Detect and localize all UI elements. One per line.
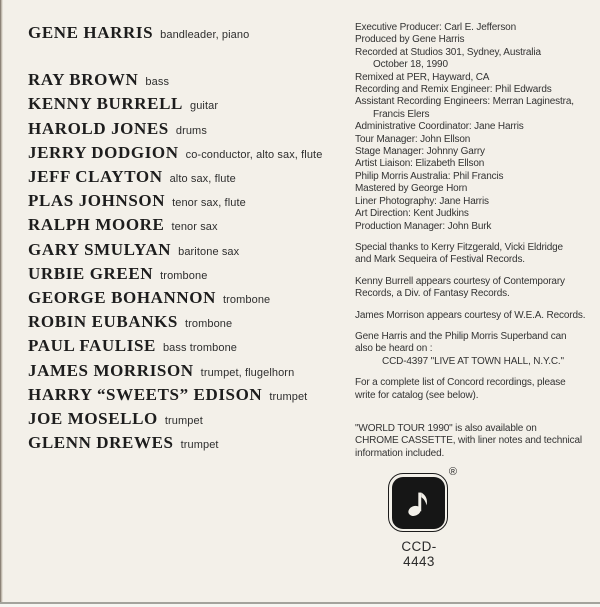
musician-row <box>28 142 350 166</box>
musician-name: RALPH MOORE <box>28 215 165 235</box>
scan-edge-left <box>0 0 3 607</box>
note-paragraph <box>355 377 599 402</box>
musician-name: HARRY “SWEETS” EDISON <box>28 384 263 404</box>
credit-line: October 18, 1990 <box>373 59 448 71</box>
note-paragraph <box>355 242 599 267</box>
note-paragraph <box>355 310 599 322</box>
musician-role: bass <box>145 76 170 89</box>
note-line: and Mark Sequeira of Festival Records. <box>355 254 525 266</box>
eighth-note-icon <box>399 484 437 522</box>
credit-line: Tour Manager: John Ellson <box>355 133 471 145</box>
musician-role: tenor sax, flute <box>172 197 246 210</box>
note-line: Records, a Div. of Fantasy Records. <box>355 288 510 300</box>
musician-role: bass trombone <box>162 342 238 355</box>
concord-logo-outline <box>388 473 448 532</box>
credit-line: Art Direction: Kent Judkins <box>355 208 469 220</box>
record-label-block <box>388 466 478 570</box>
musician-row <box>28 118 350 142</box>
note-line: information included. <box>355 447 445 459</box>
musician-row <box>28 432 350 456</box>
musician-name: GENE HARRIS <box>28 23 154 42</box>
note-line: Gene Harris and the Philip Morris Superband can <box>355 330 567 342</box>
note-line: Special thanks to Kerry Fitzgerald, Vicki Eldridge <box>355 241 563 253</box>
credits-column <box>355 22 599 569</box>
musician-row <box>28 214 350 238</box>
musician-role: trumpet, flugelhorn <box>200 366 295 379</box>
credit-line: Recorded at Studios 301, Sydney, Australia <box>355 46 541 58</box>
notes-section <box>355 242 599 460</box>
musician-row <box>28 311 350 335</box>
musician-row <box>28 69 350 93</box>
note-line: "WORLD TOUR 1990" is also available on <box>355 422 537 434</box>
musician-name: JOE MOSELLO <box>28 409 158 429</box>
musician-role: drums <box>175 124 207 137</box>
musician-role: baritone sax <box>178 245 240 258</box>
musician-row <box>28 360 350 384</box>
credit-line: Stage Manager: Johnny Garry <box>355 146 485 158</box>
credit-line: Mastered by George Horn <box>355 183 468 195</box>
note-line: James Morrison appears courtesy of W.E.A. Records. <box>355 309 586 321</box>
personnel-list <box>28 22 350 456</box>
musician-name: GLENN DREWES <box>28 433 174 453</box>
musician-role: trumpet <box>180 439 219 452</box>
musician-role: trumpet <box>164 415 203 428</box>
catalog-number: CCD-4443 <box>401 539 437 570</box>
musician-row <box>28 384 350 408</box>
credit-line: Liner Photography: Jane Harris <box>355 195 489 207</box>
musician-role: alto sax, flute <box>169 173 236 186</box>
credit-line: Francis Elers <box>373 108 430 120</box>
registered-trademark: ® <box>448 466 457 479</box>
musician-role: trumpet <box>269 390 308 403</box>
musician-row <box>28 335 350 359</box>
credit-line: Philip Morris Australia: Phil Francis <box>355 170 504 182</box>
note-line: CHROME CASSETTE, with liner notes and technical <box>355 435 582 447</box>
note-paragraph <box>355 276 599 301</box>
musician-name: RAY BROWN <box>28 70 139 90</box>
concord-logo <box>392 477 445 529</box>
musician-row <box>28 22 350 46</box>
musician-name: JEFF CLAYTON <box>28 167 163 187</box>
musician-row <box>28 190 350 214</box>
musician-name: PAUL FAULISE <box>28 336 156 356</box>
credit-line: Artist Liaison: Elizabeth Ellson <box>355 158 485 170</box>
musician-name: GARY SMULYAN <box>28 239 172 259</box>
note-paragraph <box>355 423 599 460</box>
musician-name: PLAS JOHNSON <box>28 191 166 211</box>
note-line: write for catalog (see below). <box>355 389 479 401</box>
production-credits <box>355 22 599 233</box>
credit-line: Produced by Gene Harris <box>355 34 465 46</box>
musician-name: GEORGE BOHANNON <box>28 288 216 308</box>
note-line: Kenny Burrell appears courtesy of Contemporary <box>355 275 565 287</box>
credit-line: Remixed at PER, Hayward, CA <box>355 71 490 83</box>
musician-row <box>28 408 350 432</box>
musician-row <box>28 287 350 311</box>
note-line: also be heard on : <box>355 343 433 355</box>
musician-name: HAROLD JONES <box>28 118 169 138</box>
musician-name: JERRY DODGION <box>28 142 179 162</box>
musician-role: trombone <box>160 269 208 282</box>
musician-name: URBIE GREEN <box>28 263 154 283</box>
musician-role: trombone <box>184 318 233 331</box>
musician-row <box>28 263 350 287</box>
musician-row <box>28 239 350 263</box>
credit-line: Recording and Remix Engineer: Phil Edwards <box>355 84 552 96</box>
musician-role: trombone <box>223 294 271 307</box>
musician-role: bandleader, piano <box>160 29 250 41</box>
concord-logo-row <box>388 466 457 532</box>
musician-role: guitar <box>190 100 219 113</box>
credit-line: Administrative Coordinator: Jane Harris <box>355 121 524 133</box>
musician-name: JAMES MORRISON <box>28 360 194 380</box>
musician-row <box>28 166 350 190</box>
musician-name: KENNY BURRELL <box>28 94 183 114</box>
note-paragraph <box>355 331 599 368</box>
credit-line: Production Manager: John Burk <box>355 220 492 232</box>
musician-role: co-conductor, alto sax, flute <box>185 148 323 161</box>
note-line: For a complete list of Concord recordings, please <box>355 377 566 389</box>
note-line: CCD-4397 "LIVE AT TOWN HALL, N.Y.C." <box>382 355 564 367</box>
musician-name: ROBIN EUBANKS <box>28 312 178 332</box>
musician-role: tenor sax <box>171 221 218 234</box>
credit-line: Executive Producer: Carl E. Jefferson <box>355 22 517 33</box>
musician-row <box>28 93 350 117</box>
credit-line: Assistant Recording Engineers: Merran Laginestra, <box>355 96 574 108</box>
